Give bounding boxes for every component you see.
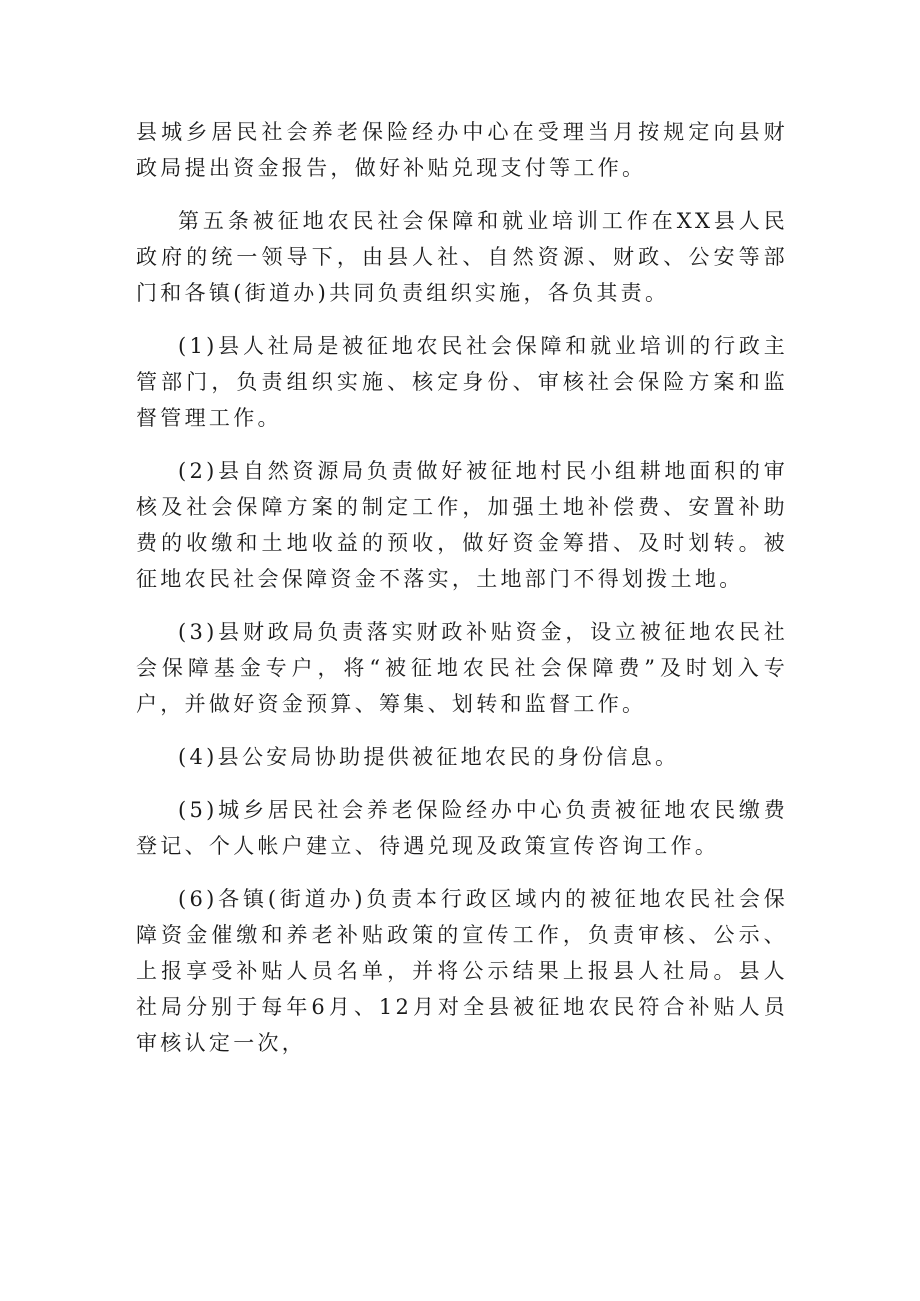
paragraph-item-6: (6)各镇(街道办)负责本行政区域内的被征地农民社会保障资金催缴和养老补贴政策的宣传工作，负责审核、公示、上报享受补贴人员名单，并将公示结果上报县人社局。县人社局分别于每年6月、12月对全县被征地农民符合补贴人员审核认定一次， xyxy=(136,887,788,1055)
paragraph-item-5: (5)城乡居民社会养老保险经办中心负责被征地农民缴费登记、个人帐户建立、待遇兑现及政策宣传咨询工作。 xyxy=(136,798,788,858)
paragraph-item-3: (3)县财政局负责落实财政补贴资金，设立被征地农民社会保障基金专户，将“被征地农民社会保障费”及时划入专户，并做好资金预算、筹集、划转和监督工作。 xyxy=(136,620,788,716)
paragraph-item-2: (2)县自然资源局负责做好被征地村民小组耕地面积的审核及社会保障方案的制定工作，加强土地补偿费、安置补助费的收缴和土地收益的预收，做好资金筹措、及时划转。被征地农民社会保障资金不落实，土地部门不得划拨土地。 xyxy=(136,459,788,591)
paragraph-continuation: 县城乡居民社会养老保险经办中心在受理当月按规定向县财政局提出资金报告，做好补贴兑现支付等工作。 xyxy=(136,120,788,180)
paragraph-item-1: (1)县人社局是被征地农民社会保障和就业培训的行政主管部门，负责组织实施、核定身份、审核社会保险方案和监督管理工作。 xyxy=(136,334,788,430)
paragraph-article-5: 第五条被征地农民社会保障和就业培训工作在XX县人民政府的统一领导下，由县人社、自然资源、财政、公安等部门和各镇(街道办)共同负责组织实施，各负其责。 xyxy=(136,209,788,305)
paragraph-item-4: (4)县公安局协助提供被征地农民的身份信息。 xyxy=(178,745,680,769)
